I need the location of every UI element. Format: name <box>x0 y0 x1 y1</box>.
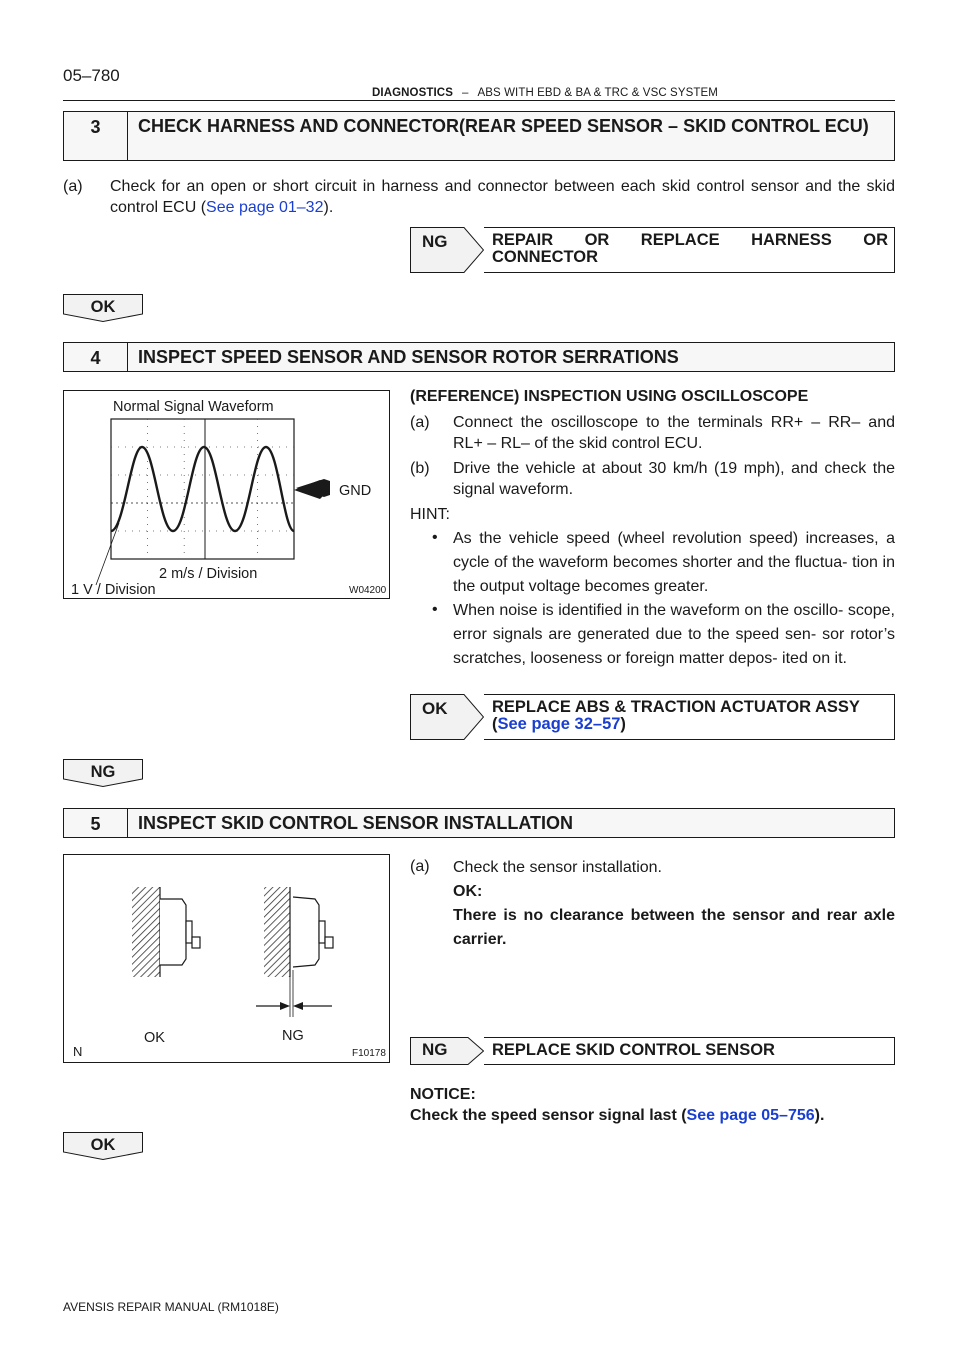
step-4-ng-flow <box>63 759 143 787</box>
header-section: DIAGNOSTICS <box>372 87 453 99</box>
step-5-number: 5 <box>64 809 128 837</box>
notice-end: ). <box>814 1107 825 1124</box>
footer-manual: AVENSIS REPAIR MANUAL (RM1018E) <box>63 1300 279 1314</box>
n-figure-label: N <box>73 1044 83 1059</box>
step-4-see-page-link[interactable]: See page 32–57 <box>497 715 621 733</box>
step-4-ok-action-open: ( <box>492 715 498 733</box>
hint-1-bullet: • <box>432 529 438 546</box>
step-4-item-a-text: Connect the oscilloscope to the terminals RR+ – RR– and RL+ – RL– of the skid control ECU. <box>453 414 895 452</box>
header-subtitle: ABS WITH EBD & BA & TRC & VSC SYSTEM <box>477 87 718 99</box>
step-5-item-a-label: (a) <box>410 858 430 875</box>
step-3-item-a-end: ). <box>323 199 334 216</box>
step-3-see-page-link[interactable]: See page 01–32 <box>206 199 324 216</box>
step-3-item-a <box>63 176 895 218</box>
time-division-label: 2 m/s / Division <box>159 566 258 582</box>
reference-heading: (REFERENCE) INSPECTION USING OSCILLOSCOPE <box>410 388 809 405</box>
step-5-item-a-text: Check the sensor installation. <box>453 859 662 876</box>
step-4-ok-action-title: REPLACE ABS & TRACTION ACTUATOR ASSY <box>492 698 860 716</box>
ng-figure-label: NG <box>282 1028 304 1044</box>
step-4-ng-label: NG <box>90 763 116 781</box>
step-3-ok-label: OK <box>90 298 116 316</box>
sensor-installation-graphic <box>64 855 391 1064</box>
step-5-ok-text: There is no clearance between the sensor and rear axle carrier. <box>453 907 895 948</box>
step-4-item-b-text: Drive the vehicle at about 30 km/h (19 mph), and check the signal waveform. <box>453 460 895 498</box>
step-3-ng-action: REPAIR OR REPLACE HARNESS OR CONNECTOR <box>484 227 895 273</box>
page-number: 05–780 <box>63 66 120 85</box>
hint-1-text: As the vehicle speed (wheel revolution speed) increases, a cycle of the waveform becomes shorter and the fluctua- tion in the output voltage becomes greater. <box>453 530 895 595</box>
step-4-box <box>63 342 895 372</box>
step-5-ng-label: NG <box>422 1040 448 1059</box>
notice-label: NOTICE: <box>410 1086 476 1103</box>
step-5-ok-heading: OK: <box>453 883 483 900</box>
step-4-ok-result <box>410 694 895 740</box>
notice-block <box>410 1084 895 1126</box>
notice-see-page-link[interactable]: See page 05–756 <box>686 1107 815 1124</box>
hint-item-2 <box>410 599 895 671</box>
step-3-ok-flow <box>63 294 143 322</box>
step-5-ok-flow <box>63 1132 143 1160</box>
step-5-ng-tag <box>410 1037 484 1065</box>
step-5-box <box>63 808 895 838</box>
hint-item-1 <box>410 527 895 599</box>
step-3-box <box>63 111 895 161</box>
step-5-ng-result <box>410 1037 895 1065</box>
figure-code-f10178: F10178 <box>352 1048 386 1059</box>
step-4-ok-action-close: ) <box>620 715 626 733</box>
step-5-ok-label: OK <box>90 1136 116 1154</box>
step-3-item-a-text: Check for an open or short circuit in harness and connector between each skid control sensor and the skid control ECU ( <box>110 178 895 216</box>
step-5-item-a <box>410 856 895 952</box>
notice-text: Check the speed sensor signal last ( <box>410 1107 687 1124</box>
step-4-item-a-label: (a) <box>410 414 430 431</box>
waveform-figure <box>63 390 390 599</box>
step-4-ok-label: OK <box>422 699 448 718</box>
header-rule <box>63 100 895 101</box>
step-3-item-a-label: (a) <box>63 178 83 195</box>
hint-2-text: When noise is identified in the waveform on the oscillo- scope, error signals are generated due to the speed sen- sor rotor’s scratches, looseness or foreign matter depos- ited on it. <box>453 602 895 667</box>
step-5-ng-action: REPLACE SKID CONTROL SENSOR <box>484 1037 895 1065</box>
sensor-installation-figure <box>63 854 390 1063</box>
step-4-item-b <box>410 458 895 500</box>
step-4-item-a <box>410 412 895 454</box>
step-3-ng-label: NG <box>422 232 448 251</box>
voltage-division-label: 1 V / Division <box>71 582 156 598</box>
hint-2-bullet: • <box>432 601 438 618</box>
step-3-number: 3 <box>64 112 128 160</box>
step-3-title: CHECK HARNESS AND CONNECTOR(REAR SPEED SENSOR – SKID CONTROL ECU) <box>138 116 869 136</box>
figure-code: W04200 <box>349 585 387 596</box>
step-4-ok-action <box>484 694 895 740</box>
step-3-ng-tag <box>410 227 484 273</box>
step-3-ng-result <box>410 227 895 273</box>
step-4-item-b-label: (b) <box>410 460 430 477</box>
hint-label: HINT: <box>410 506 450 523</box>
step-4-title: INSPECT SPEED SENSOR AND SENSOR ROTOR SERRATIONS <box>138 347 679 367</box>
step-5-title: INSPECT SKID CONTROL SENSOR INSTALLATION <box>138 813 574 833</box>
gnd-label: GND <box>339 483 372 499</box>
header-title <box>372 87 718 99</box>
step-4-number: 4 <box>64 343 128 371</box>
step-4-ok-tag <box>410 694 484 740</box>
ok-figure-label: OK <box>144 1030 165 1046</box>
waveform-caption: Normal Signal Waveform <box>113 399 274 415</box>
header-separator: – <box>461 87 469 99</box>
